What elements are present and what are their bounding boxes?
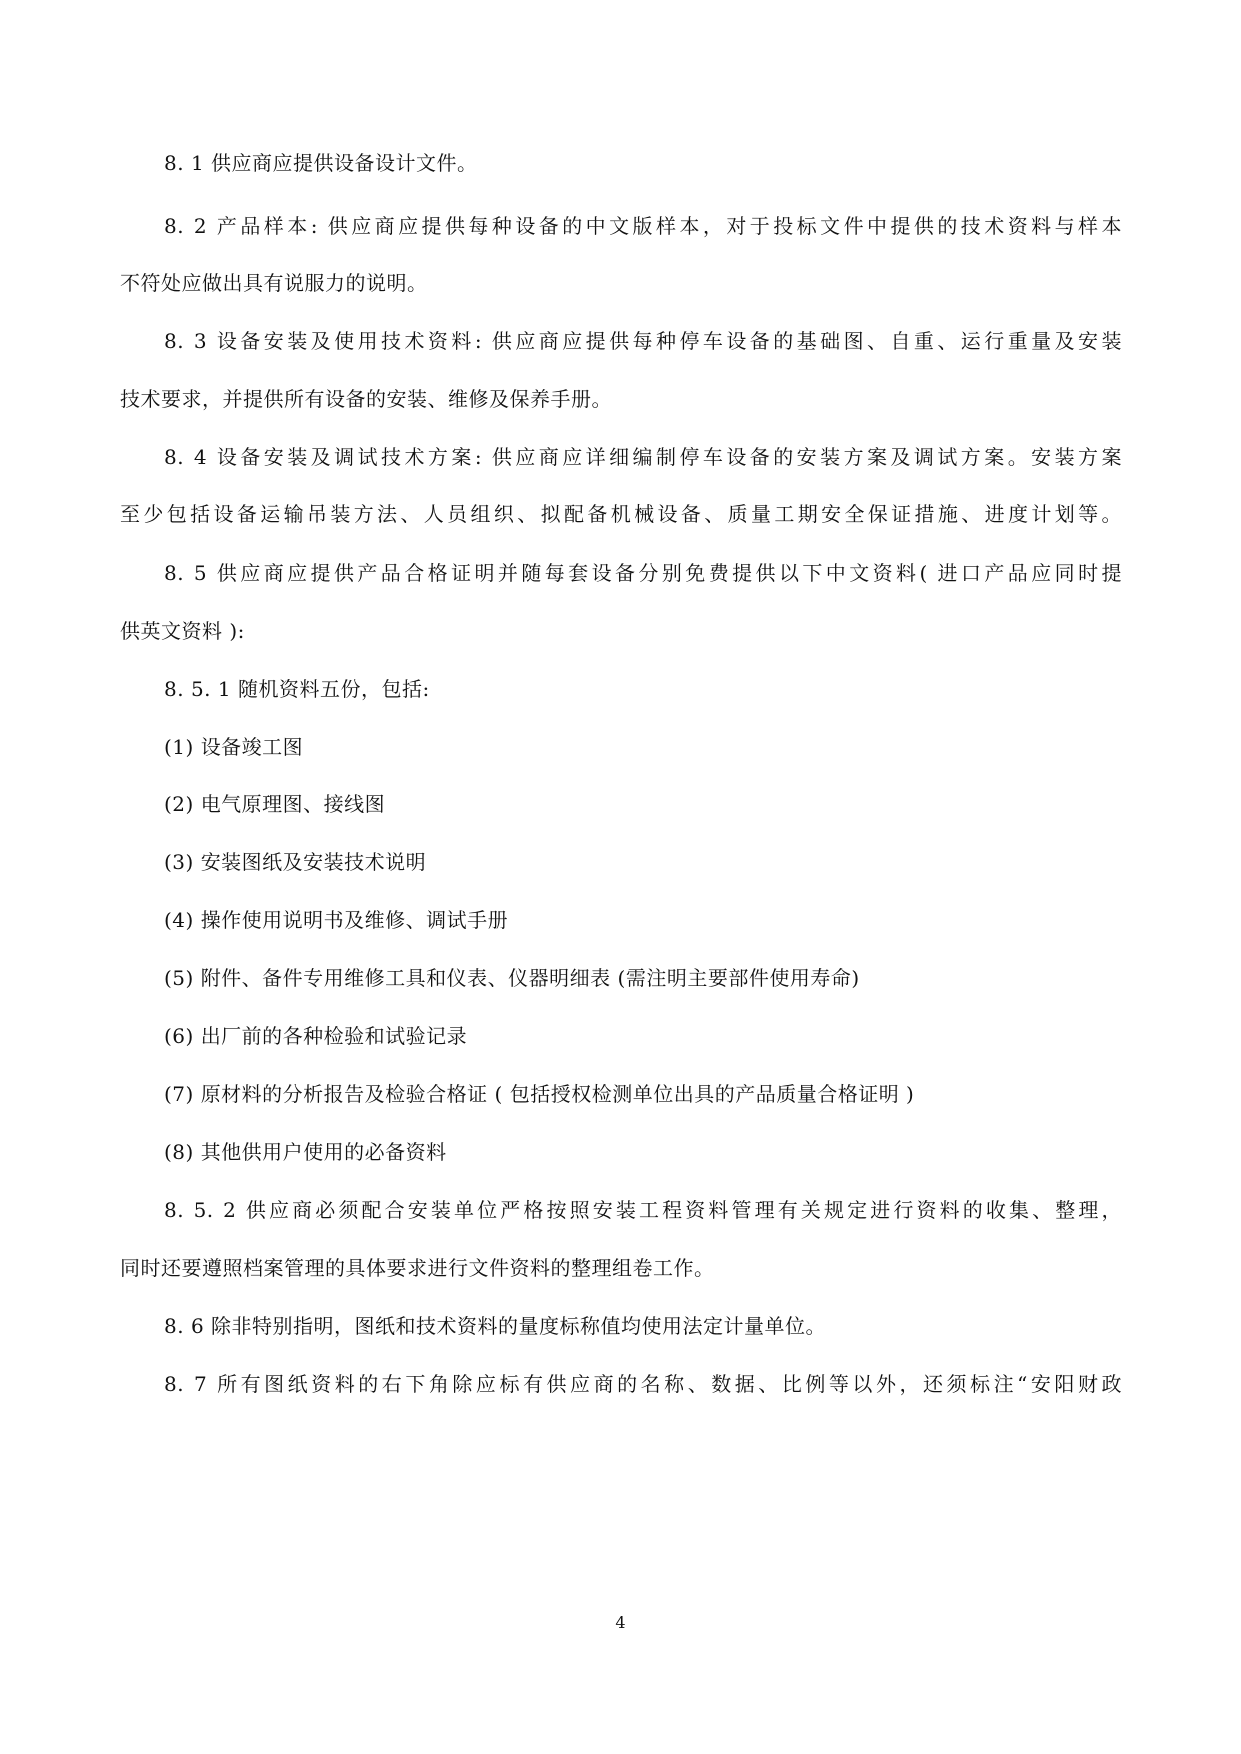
clause-8-1: 8. 1 供应商应提供设备设计文件。 bbox=[164, 151, 478, 175]
list-item-5: (5) 附件、备件专用维修工具和仪表、仪器明细表 (需注明主要部件使用寿命) bbox=[164, 966, 860, 990]
clause-8-4: 8. 4 设备安装及调试技术方案: 供应商应详细编制停车设备的安装方案及调试方案。安装方案 bbox=[164, 445, 1122, 469]
list-item-4: (4) 操作使用说明书及维修、调试手册 bbox=[164, 908, 509, 932]
clause-8-3-cont: 技术要求，并提供所有设备的安装、维修及保养手册。 bbox=[120, 387, 612, 411]
list-item-7: (7) 原材料的分析报告及检验合格证 ( 包括授权检测单位出具的产品质量合格证明 ) bbox=[164, 1082, 915, 1106]
clause-8-5-2-cont: 同时还要遵照档案管理的具体要求进行文件资料的整理组卷工作。 bbox=[120, 1256, 715, 1280]
clause-8-5-1: 8. 5. 1 随机资料五份，包括: bbox=[164, 677, 430, 701]
list-item-3: (3) 安装图纸及安装技术说明 bbox=[164, 850, 427, 874]
page-number: 4 bbox=[615, 1613, 626, 1632]
list-item-6: (6) 出厂前的各种检验和试验记录 bbox=[164, 1024, 468, 1048]
clause-8-5: 8. 5 供应商应提供产品合格证明并随每套设备分别免费提供以下中文资料( 进口产品应同时提 bbox=[164, 561, 1122, 585]
clause-8-6: 8. 6 除非特别指明，图纸和技术资料的量度标称值均使用法定计量单位。 bbox=[164, 1314, 827, 1338]
clause-8-7: 8. 7 所有图纸资料的右下角除应标有供应商的名称、数据、比例等以外，还须标注“安阳财政 bbox=[164, 1372, 1122, 1396]
clause-8-3: 8. 3 设备安装及使用技术资料: 供应商应提供每种停车设备的基础图、自重、运行重量及安装 bbox=[164, 329, 1122, 353]
clause-8-5-cont: 供英文资料 ): bbox=[120, 619, 245, 643]
clause-8-2-cont: 不符处应做出具有说服力的说明。 bbox=[120, 271, 428, 295]
clause-8-4-cont: 至少包括设备运输吊装方法、人员组织、拟配备机械设备、质量工期安全保证措施、进度计划等。 bbox=[120, 502, 1122, 526]
clause-8-5-2: 8. 5. 2 供应商必须配合安装单位严格按照安装工程资料管理有关规定进行资料的收集、整理， bbox=[164, 1198, 1122, 1222]
clause-8-2: 8. 2 产品样本: 供应商应提供每种设备的中文版样本，对于投标文件中提供的技术资料与样本 bbox=[164, 214, 1122, 238]
list-item-1: (1) 设备竣工图 bbox=[164, 735, 304, 759]
list-item-2: (2) 电气原理图、接线图 bbox=[164, 792, 386, 816]
list-item-8: (8) 其他供用户使用的必备资料 bbox=[164, 1140, 447, 1164]
